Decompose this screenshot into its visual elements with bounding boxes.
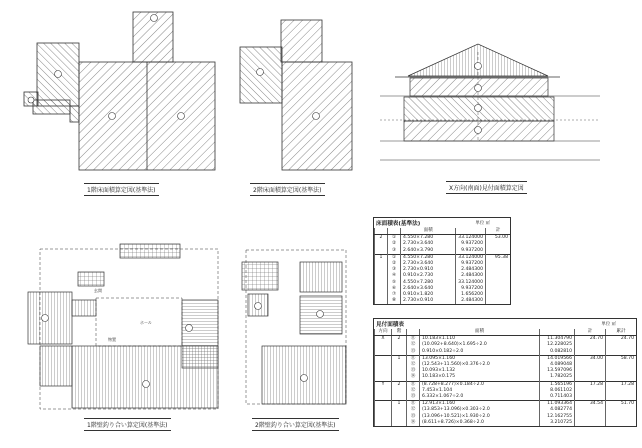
area-cell: 9.937200	[456, 248, 486, 255]
wall1-label-entrance: 玄関	[94, 288, 102, 293]
area-cell: 33.124000	[456, 280, 486, 286]
dir-cell	[375, 401, 392, 408]
expr-cell: 13.095×1.160	[420, 355, 540, 362]
no-cell: ①	[388, 254, 401, 261]
area-cell: 1.565196	[540, 381, 575, 388]
expr-cell: 4.550×7.280	[401, 235, 456, 242]
elev-table-row	[375, 355, 637, 362]
elev-table-row	[375, 374, 637, 381]
floor-cell: 1	[375, 254, 388, 261]
area-cell: 11.093364	[540, 401, 575, 408]
elev-table-row	[375, 349, 637, 356]
wall1-label-hall: ホール	[140, 320, 152, 325]
expr-cell: 2.730×0.910	[401, 267, 456, 273]
floor-table-title: 床面積表(基準法)	[376, 221, 421, 227]
no-cell: ④	[388, 273, 401, 279]
floor-table-header-calc: 面積	[401, 228, 456, 235]
no-cell: ⑬	[407, 414, 420, 420]
expr-cell: 4.550×7.280	[401, 254, 456, 261]
no-cell: ⑪	[407, 355, 420, 362]
floor-area-table	[373, 217, 511, 305]
floor-table-row	[375, 298, 511, 304]
expr-cell: 12.913×1.160	[420, 401, 540, 408]
no-cell: ⑭	[407, 420, 420, 426]
floor-cell	[375, 248, 388, 255]
area-cell: 2.484300	[456, 298, 486, 304]
floor-cell	[392, 349, 407, 356]
no-cell: ⑬	[407, 368, 420, 374]
area-cell: 11.304790	[540, 336, 575, 343]
no-cell: ⑫	[407, 407, 420, 413]
wall1-label-storage: 物置	[108, 337, 116, 342]
caption-floor2-area: 2階床面積算定図(基準法)	[250, 183, 325, 196]
expr-cell: (12.543+11.560)×0.376÷2.0	[420, 362, 540, 368]
sum-cell: 17.28	[575, 381, 606, 388]
area-cell: 3.210725	[540, 420, 575, 426]
area-cell: 2.484300	[456, 267, 486, 273]
no-cell: ②	[388, 241, 401, 247]
sum-cell: 24.70	[575, 336, 606, 343]
sum-cell	[575, 420, 606, 426]
total-cell	[606, 349, 637, 356]
no-cell: ①	[388, 235, 401, 242]
total-cell: 17.28	[606, 381, 637, 388]
floor-cell	[392, 374, 407, 381]
floor-cell: 2	[392, 381, 407, 388]
floor-table-unit: 単位 ㎡	[475, 221, 490, 226]
dir-cell	[375, 394, 392, 401]
expr-cell: 7.453×1.104	[420, 388, 540, 394]
no-cell: ⑦	[388, 292, 401, 298]
area-cell: 1.656200	[456, 292, 486, 298]
total-cell: 51.70	[606, 401, 637, 408]
expr-cell: 2.640×3.640	[401, 286, 456, 292]
elev-table-unit: 単位 ㎡	[601, 322, 616, 327]
total-cell	[486, 298, 511, 304]
elev-table-header-dir: 方向	[375, 329, 392, 336]
elevation-x	[380, 44, 600, 160]
area-cell: 9.937200	[456, 261, 486, 267]
caption-floor1-area: 1階床面積算定図(基準法)	[84, 183, 159, 196]
expr-cell: 2.730×3.640	[401, 241, 456, 247]
expr-cell: (13.853+13.096)×0.303÷2.0	[420, 407, 540, 413]
area-cell: 33.124000	[456, 235, 486, 242]
sum-cell: 34.00	[575, 355, 606, 362]
no-cell: ⑪	[407, 336, 420, 343]
floor-cell	[392, 420, 407, 426]
dir-cell: X	[375, 336, 392, 343]
area-cell: 13.597096	[540, 368, 575, 374]
elev-table-row	[375, 420, 637, 426]
area-cell: 1.782025	[540, 374, 575, 381]
no-cell: ⑭	[407, 374, 420, 381]
no-cell: ⑬	[407, 349, 420, 356]
elev-table-row	[375, 381, 637, 388]
area-cell: 0.711403	[540, 394, 575, 401]
wall2-plan	[242, 250, 346, 404]
dir-cell: Y	[375, 381, 392, 388]
area-cell: 9.937200	[456, 241, 486, 247]
expr-cell: 10.183×0.175	[420, 374, 540, 381]
floor-table-grid	[374, 228, 510, 304]
total-cell	[486, 248, 511, 255]
elev-table-header-floor: 階	[392, 329, 407, 336]
no-cell: ⑧	[388, 298, 401, 304]
no-cell: ⑪	[407, 381, 420, 388]
dir-cell	[375, 420, 392, 426]
dir-cell	[375, 355, 392, 362]
dir-cell	[375, 349, 392, 356]
no-cell: ⑤	[388, 280, 401, 286]
elev-table-row	[375, 394, 637, 401]
no-cell: ②	[388, 261, 401, 267]
expr-cell: 0.910×2.730	[401, 273, 456, 279]
floor-cell: 2	[392, 336, 407, 343]
expr-cell: 2.730×3.640	[401, 261, 456, 267]
total-cell: 53.00	[486, 235, 511, 242]
expr-cell: 0.910×1.820	[401, 292, 456, 298]
floor-cell: 2	[375, 235, 388, 242]
total-cell	[606, 394, 637, 401]
elev-table-header-total: 累計	[606, 329, 637, 336]
no-cell: ③	[388, 248, 401, 255]
area-cell: 14.019566	[540, 355, 575, 362]
elev-table-title: 見付面積表	[376, 322, 404, 328]
area-cell: 2.484300	[456, 273, 486, 279]
sum-cell	[575, 394, 606, 401]
expr-cell: (13.096+10.521)×1.930÷2.0	[420, 414, 540, 420]
sum-cell: 34.54	[575, 401, 606, 408]
total-cell: 58.70	[606, 355, 637, 362]
floor2-area-plan	[240, 20, 352, 170]
elev-table-header-calc: 面積	[420, 329, 540, 336]
expr-cell: (8.728+8.277)×0.184÷2.0	[420, 381, 540, 388]
area-cell: 12.228025	[540, 342, 575, 348]
area-cell: 4.082774	[540, 407, 575, 413]
expr-cell: 6.332×1.067÷2.0	[420, 394, 540, 401]
elevation-area-table	[373, 318, 637, 427]
floor-table-row	[375, 254, 511, 261]
total-cell	[606, 374, 637, 381]
no-cell: ⑫	[407, 342, 420, 348]
total-cell: 95.38	[486, 254, 511, 261]
no-cell: ⑫	[407, 388, 420, 394]
expr-cell: 4.550×7.280	[401, 280, 456, 286]
expr-cell: (8.611+8.726)×0.368÷2.0	[420, 420, 540, 426]
total-cell: 24.70	[606, 336, 637, 343]
floor-cell: 1	[392, 401, 407, 408]
no-cell: ⑬	[407, 394, 420, 401]
floor-table-header-total: 計	[486, 228, 511, 235]
expr-cell: 0.910×0.182÷2.0	[420, 349, 540, 356]
floor-table-row	[375, 248, 511, 255]
area-cell: 9.937200	[456, 286, 486, 292]
dir-cell	[375, 374, 392, 381]
expr-cell: 10.093×1.132	[420, 368, 540, 374]
caption-elevation-x: X方向(南面)見付面積算定図	[446, 181, 527, 194]
floor-cell	[375, 298, 388, 304]
area-cell: 4.089048	[540, 362, 575, 368]
area-cell: 8.061102	[540, 388, 575, 394]
caption-wall1: 1階壁釣り合い算定図(基準法)	[84, 418, 171, 431]
expr-cell: 2.730×0.910	[401, 298, 456, 304]
sum-cell	[575, 374, 606, 381]
expr-cell: 10.183×1.110	[420, 336, 540, 343]
area-cell: 12.162755	[540, 414, 575, 420]
area-cell: 0.082810	[540, 349, 575, 356]
floor-cell: 1	[392, 355, 407, 362]
expr-cell: 2.640×3.790	[401, 248, 456, 255]
caption-wall2: 2階壁釣り合い算定図(基準法)	[252, 418, 339, 431]
elev-table-header-sum: 計	[575, 329, 606, 336]
total-cell	[606, 420, 637, 426]
expr-cell: (10.092+8.640)×1.695÷2.0	[420, 342, 540, 348]
sum-cell	[575, 349, 606, 356]
no-cell: ⑫	[407, 362, 420, 368]
no-cell: ⑪	[407, 401, 420, 408]
area-cell: 33.124000	[456, 254, 486, 261]
elev-table-grid	[374, 329, 636, 426]
floor-cell	[392, 394, 407, 401]
no-cell: ⑥	[388, 286, 401, 292]
no-cell: ③	[388, 267, 401, 273]
floor1-area-plan	[24, 12, 215, 170]
